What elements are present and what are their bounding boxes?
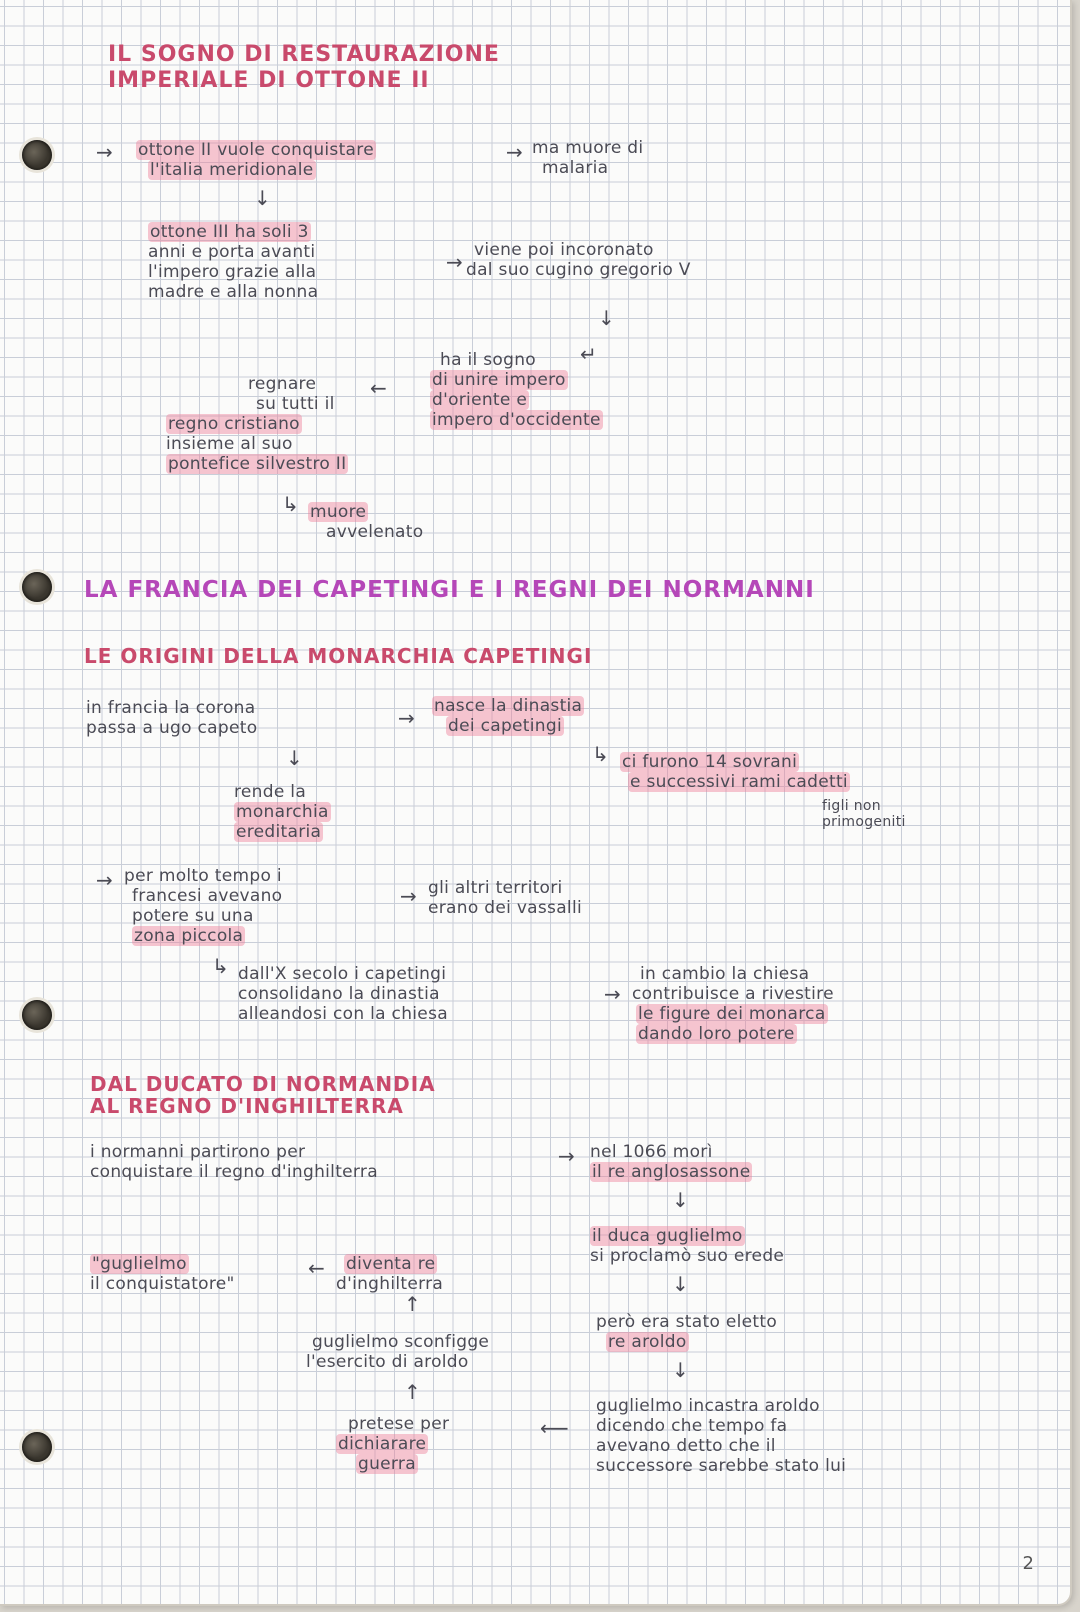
note: su tutti il [256, 394, 335, 414]
note: l'esercito di aroldo [306, 1352, 469, 1372]
note: dichiarare [338, 1434, 427, 1454]
note: muore [310, 502, 367, 522]
note: le figure dei monarca [638, 1004, 826, 1024]
section-subtitle: LE ORIGINI DELLA MONARCHIA CAPETINGI [84, 644, 593, 668]
note: ha il sogno [440, 350, 536, 370]
note: avevano detto che il [596, 1436, 776, 1456]
note: però era stato eletto [596, 1312, 778, 1332]
note: monarchia [236, 802, 329, 822]
note: malaria [542, 158, 609, 178]
note: zona piccola [134, 926, 244, 946]
note: re aroldo [608, 1332, 687, 1352]
note: il re anglosassone [592, 1162, 751, 1182]
note: ma muore di [532, 138, 644, 158]
note: pontefice silvestro II [168, 454, 347, 474]
left-arrow-icon: ⟵ [540, 1416, 569, 1440]
note: conquistare il regno d'inghilterra [90, 1162, 378, 1182]
note: figli non [822, 798, 881, 814]
note: anni e porta avanti [148, 242, 316, 262]
note: potere su una [132, 906, 254, 926]
elbow-arrow-icon: ↳ [212, 954, 229, 978]
note: viene poi incoronato [474, 240, 654, 260]
up-arrow-icon: ↑ [404, 1380, 421, 1404]
note: nel 1066 morì [590, 1142, 713, 1162]
note: consolidano la dinastia [238, 984, 440, 1004]
section-title: LA FRANCIA DEI CAPETINGI E I REGNI DEI NORMANNI [84, 577, 815, 603]
right-arrow-icon: → [96, 140, 113, 164]
note: dicendo che tempo fa [596, 1416, 788, 1436]
note: alleandosi con la chiesa [238, 1004, 448, 1024]
down-arrow-icon: ↓ [598, 306, 615, 330]
note: dall'X secolo i capetingi [238, 964, 447, 984]
note: i normanni partirono per [90, 1142, 306, 1162]
note: passa a ugo capeto [86, 718, 258, 738]
note: e successivi rami cadetti [630, 772, 848, 792]
note: in cambio la chiesa [640, 964, 810, 984]
right-arrow-icon: → [446, 250, 463, 274]
down-arrow-icon: ↓ [254, 186, 271, 210]
elbow-arrow-icon: ↳ [592, 742, 609, 766]
note: ci furono 14 sovrani [622, 752, 798, 772]
left-arrow-icon: ← [370, 376, 387, 400]
binder-hole [22, 1000, 52, 1030]
note: dando loro potere [638, 1024, 795, 1044]
note: il conquistatore" [90, 1274, 235, 1294]
section-title: IMPERIALE DI OTTONE II [108, 68, 430, 93]
note: insieme al suo [166, 434, 293, 454]
note: regnare [248, 374, 317, 394]
note: si proclamò suo erede [590, 1246, 785, 1266]
note: diventa re [346, 1254, 436, 1274]
page-number: 2 [1022, 1553, 1034, 1574]
note: d'inghilterra [336, 1274, 444, 1294]
note: regno cristiano [168, 414, 300, 434]
note: guglielmo sconfigge [312, 1332, 490, 1352]
right-arrow-icon: → [400, 884, 417, 908]
note: primogeniti [822, 814, 906, 830]
note: per molto tempo i [124, 866, 282, 886]
binder-hole [22, 1432, 52, 1462]
note: avvelenato [326, 522, 424, 542]
note: nasce la dinastia [434, 696, 583, 716]
note: dei capetingi [448, 716, 562, 736]
section-title: IL SOGNO DI RESTAURAZIONE [108, 42, 500, 67]
right-arrow-icon: → [96, 868, 113, 892]
note: guglielmo incastra aroldo [596, 1396, 820, 1416]
section-title: AL REGNO D'INGHILTERRA [90, 1094, 404, 1118]
right-arrow-icon: → [558, 1144, 575, 1168]
right-arrow-icon: → [398, 706, 415, 730]
note: d'oriente e [432, 390, 528, 410]
left-arrow-icon: ← [308, 1256, 325, 1280]
note: in francia la corona [86, 698, 256, 718]
down-arrow-icon: ↓ [672, 1272, 689, 1296]
note: dal suo cugino gregorio V [466, 260, 691, 280]
left-arrow-icon: ↵ [580, 342, 597, 366]
up-arrow-icon: ↑ [404, 1292, 421, 1316]
note: "guglielmo [92, 1254, 187, 1274]
note: il duca guglielmo [592, 1226, 743, 1246]
note: l'impero grazie alla [148, 262, 317, 282]
elbow-arrow-icon: ↳ [282, 492, 299, 516]
down-arrow-icon: ↓ [286, 746, 303, 770]
note: erano dei vassalli [428, 898, 583, 918]
down-arrow-icon: ↓ [672, 1188, 689, 1212]
note: guerra [358, 1454, 416, 1474]
note: francesi avevano [132, 886, 283, 906]
note: gli altri territori [428, 878, 563, 898]
note: ottone II vuole conquistare [138, 140, 374, 160]
note: successore sarebbe stato lui [596, 1456, 847, 1476]
right-arrow-icon: → [506, 140, 523, 164]
note: ereditaria [236, 822, 322, 842]
binder-hole [22, 572, 52, 602]
section-title: DAL DUCATO DI NORMANDIA [90, 1072, 436, 1096]
note: ottone III ha soli 3 [150, 222, 309, 242]
note: impero d'occidente [432, 410, 601, 430]
note: madre e alla nonna [148, 282, 319, 302]
note: rende la [234, 782, 307, 802]
down-arrow-icon: ↓ [672, 1358, 689, 1382]
right-arrow-icon: → [604, 982, 621, 1006]
note: di unire impero [432, 370, 566, 390]
binder-hole [22, 140, 52, 170]
note: contribuisce a rivestire [632, 984, 834, 1004]
note: l'italia meridionale [150, 160, 314, 180]
note: pretese per [348, 1414, 450, 1434]
